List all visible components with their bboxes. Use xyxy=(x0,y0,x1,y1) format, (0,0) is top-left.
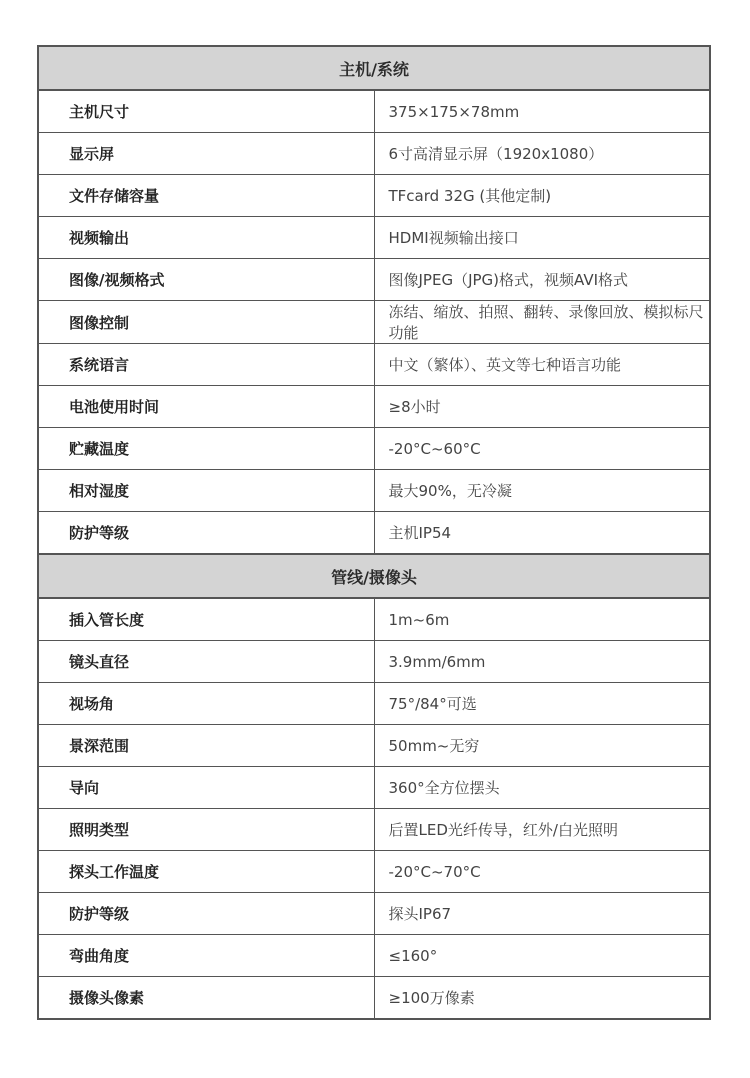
spec-value: 后置LED光纤传导，红外/白光照明 xyxy=(374,809,710,851)
spec-row xyxy=(38,725,710,767)
spec-row xyxy=(38,767,710,809)
spec-value: -20°C~70°C xyxy=(374,851,710,893)
spec-row xyxy=(38,683,710,725)
spec-label: 镜头直径 xyxy=(38,641,374,683)
spec-label: 相对湿度 xyxy=(38,470,374,512)
spec-label: 系统语言 xyxy=(38,344,374,386)
spec-row xyxy=(38,133,710,175)
spec-value: TFcard 32G (其他定制) xyxy=(374,175,710,217)
spec-value: ≥8小时 xyxy=(374,386,710,428)
spec-value: 中文（繁体）、英文等七种语言功能 xyxy=(374,344,710,386)
spec-row xyxy=(38,935,710,977)
spec-label: 插入管长度 xyxy=(38,598,374,641)
spec-row xyxy=(38,641,710,683)
spec-value: HDMI视频输出接口 xyxy=(374,217,710,259)
spec-value: 主机IP54 xyxy=(374,512,710,555)
section-header xyxy=(38,46,710,90)
spec-value: 1m~6m xyxy=(374,598,710,641)
spec-row xyxy=(38,893,710,935)
spec-value: 360°全方位摆头 xyxy=(374,767,710,809)
spec-value: 最大90%，无冷凝 xyxy=(374,470,710,512)
spec-label: 探头工作温度 xyxy=(38,851,374,893)
spec-label: 图像控制 xyxy=(38,301,374,344)
spec-row xyxy=(38,386,710,428)
spec-label: 弯曲角度 xyxy=(38,935,374,977)
spec-value: 探头IP67 xyxy=(374,893,710,935)
spec-row xyxy=(38,301,710,344)
spec-row xyxy=(38,428,710,470)
spec-value: 75°/84°可选 xyxy=(374,683,710,725)
spec-row xyxy=(38,470,710,512)
spec-table xyxy=(37,45,711,1020)
spec-label: 视频输出 xyxy=(38,217,374,259)
section-header xyxy=(38,554,710,598)
spec-value: ≤160° xyxy=(374,935,710,977)
spec-label: 摄像头像素 xyxy=(38,977,374,1020)
spec-value: 50mm~无穷 xyxy=(374,725,710,767)
spec-label: 景深范围 xyxy=(38,725,374,767)
spec-value: 375×175×78mm xyxy=(374,90,710,133)
spec-label: 照明类型 xyxy=(38,809,374,851)
spec-row xyxy=(38,977,710,1020)
spec-row xyxy=(38,512,710,555)
spec-label: 主机尺寸 xyxy=(38,90,374,133)
section-title: 主机/系统 xyxy=(38,46,710,90)
spec-label: 图像/视频格式 xyxy=(38,259,374,301)
spec-row xyxy=(38,90,710,133)
spec-row xyxy=(38,259,710,301)
spec-row xyxy=(38,217,710,259)
spec-value: 3.9mm/6mm xyxy=(374,641,710,683)
spec-table-body xyxy=(38,46,710,1019)
spec-value: 6寸高清显示屏（1920x1080） xyxy=(374,133,710,175)
spec-row xyxy=(38,809,710,851)
spec-row xyxy=(38,344,710,386)
spec-row xyxy=(38,175,710,217)
spec-row xyxy=(38,851,710,893)
spec-value: -20°C~60°C xyxy=(374,428,710,470)
spec-label: 防护等级 xyxy=(38,512,374,555)
spec-label: 文件存储容量 xyxy=(38,175,374,217)
spec-label: 电池使用时间 xyxy=(38,386,374,428)
section-title: 管线/摄像头 xyxy=(38,554,710,598)
spec-label: 防护等级 xyxy=(38,893,374,935)
spec-label: 导向 xyxy=(38,767,374,809)
spec-value: ≥100万像素 xyxy=(374,977,710,1020)
spec-value: 冻结、缩放、拍照、翻转、录像回放、模拟标尺功能 xyxy=(374,301,710,344)
spec-value: 图像JPEG（JPG)格式，视频AVI格式 xyxy=(374,259,710,301)
spec-row xyxy=(38,598,710,641)
spec-label: 视场角 xyxy=(38,683,374,725)
spec-label: 显示屏 xyxy=(38,133,374,175)
spec-label: 贮藏温度 xyxy=(38,428,374,470)
